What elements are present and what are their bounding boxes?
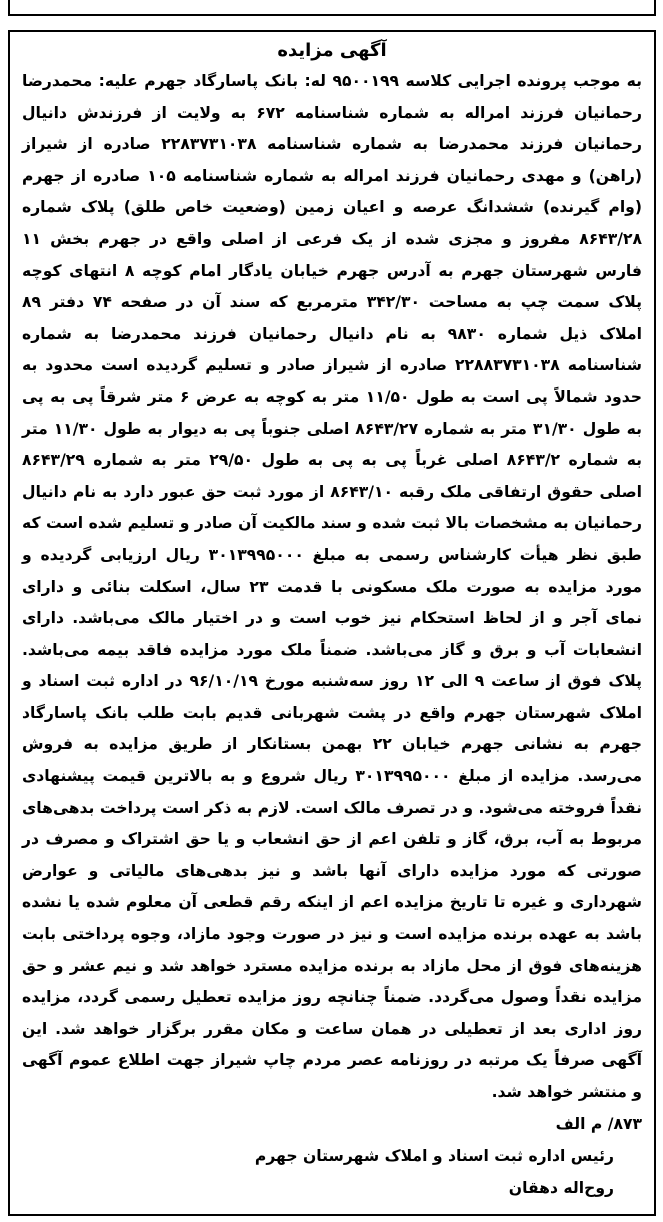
- notice-body: به موجب پرونده اجرایی کلاسه ۹۵۰۰۱۹۹ له: بانک پاسارگاد جهرم علیه: محمدرضا رحمانیان فرزند امراله به شماره شناسنامه ۶۷۲ به ولایت از فرزندش دانیال رحمانیان فرزند محمدرضا به شماره شناسنامه ۲۲۸۳۷۳۱۰۳۸ صادره از شیراز (راهن) و مهدی رحمانیان فرزند امراله به شماره شناسنامه ۱۰۵ صادره از جهرم (وام گیرنده) ششدانگ عرصه و اعیان زمین (وضعیت خاص طلق) پلاک شماره ۸۶۴۳/۲۸ مفروز و مجزی شده از یک فرعی از اصلی واقع در جهرم بخش ۱۱ فارس شهرستان جهرم به آدرس جهرم خیابان یادگار امام کوچه ۸ انتهای کوچه پلاک سمت چپ به مساحت ۳۴۲/۳۰ مترمربع که سند آن در صفحه ۷۴ دفتر ۸۹ املاک ذیل شماره ۹۸۳۰ به نام دانیال رحمانیان فرزند محمدرضا به شماره شناسنامه ۲۲۸۸۳۷۳۱۰۳۸ صادره از شیراز صادر و تسلیم گردیده است محدود به حدود شمالاً پی است به طول ۱۱/۵۰ متر به کوچه به عرض ۶ متر شرقاً پی به پی به طول ۳۱/۳۰ متر به شماره ۸۶۴۳/۲۷ اصلی جنوباً پی به دیوار به طول ۱۱/۳۰ متر به شماره ۸۶۴۳/۲ اصلی غرباً پی به پی به طول ۲۹/۵۰ متر به شماره ۸۶۴۳/۲۹ اصلی حقوق ارتفاقی ملک رقبه ۸۶۴۳/۱۰ از مورد ثبت حق عبور دارد به نام دانیال رحمانیان به مشخصات بالا ثبت شده و سند مالکیت آن صادر و تسلیم شده است که طبق نظر هیأت کارشناس رسمی به مبلغ ۳۰۱۳۹۹۵۰۰۰ ریال ارزیابی گردیده و مورد مزایده به صورت ملک مسکونی با قدمت ۲۳ سال، اسکلت بنائی و دارای نمای آجر و از لحاظ استحکام نیز خوب است و در اختیار مالک می‌باشد. دارای انشعابات آب و برق و گاز می‌باشد. ضمناً ملک مورد مزایده فاقد بیمه می‌باشد. پلاک فوق از ساعت ۹ الی ۱۲ روز سه‌شنبه مورخ ۹۶/۱۰/۱۹ در اداره ثبت اسناد و املاک شهرستان جهرم واقع در پشت شهربانی قدیم بابت طلب بانک پاسارگاد جهرم به نشانی جهرم خیابان ۲۲ بهمن بستانکار از طریق مزایده به فروش می‌رسد. مزایده از مبلغ ۳۰۱۳۹۹۵۰۰۰ ریال شروع و به بالاترین قیمت پیشنهادی نقداً فروخته می‌شود. و در تصرف مالک است. لازم به ذکر است پرداخت بدهی‌های مربوط به آب، برق، گاز و تلفن اعم از حق انشعاب و یا حق اشتراک و مصرف در صورتی که مورد مزایده دارای آنها باشد و نیز بدهی‌های مالیاتی و عوارض شهرداری و غیره تا تاریخ مزایده اعم از اینکه رقم قطعی آن معلوم شده یا نشده باشد به عهده برنده مزایده است و نیز در صورت وجود مازاد، وجوه پرداختی بابت هزینه‌های فوق از محل مازاد به برنده مزایده مسترد خواهد شد و نیم عشر و حق مزایده نقداً وصول می‌گردد. ضمناً چنانچه روز مزایده تعطیل رسمی گردد، مزایده روز اداری بعد از تعطیلی در همان ساعت و مکان مقرر برگزار خواهد شد. این آگهی صرفاً یک مرتبه در روزنامه عصر مردم چاپ شیراز جهت اطلاع عموم آگهی و منتشر خواهد شد.: [22, 72, 643, 1101]
- auction-notice: [8, 30, 656, 1216]
- notice-code: ۸۷۳/ م الف: [555, 1114, 642, 1133]
- notice-title: آگهی مزایده: [277, 40, 387, 61]
- signature-title: رئیس اداره ثبت اسناد و املاک شهرستان جهرم: [254, 1147, 614, 1166]
- signature-name: روح‌اله دهقان: [508, 1179, 614, 1198]
- top-frame-strip: [8, 0, 656, 16]
